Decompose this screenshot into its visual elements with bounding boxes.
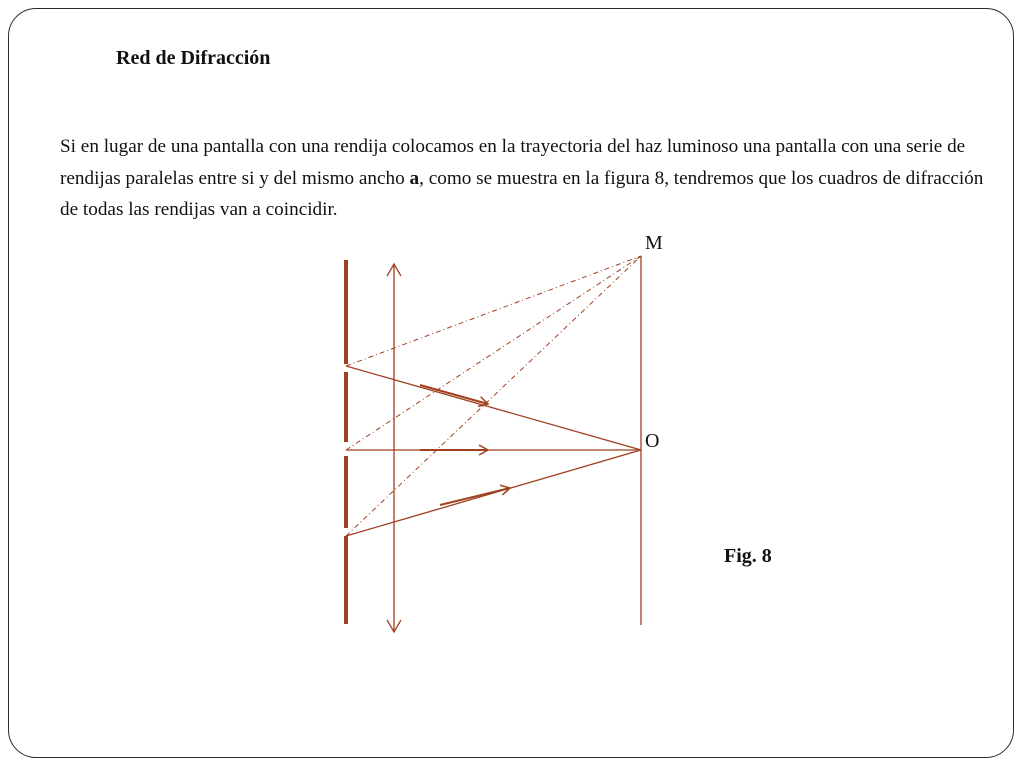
body-paragraph [60,131,1000,226]
paragraph-text-part1: Si en lugar de una pantalla con una rendija colocamos en la trayectoria del haz luminoso una pantalla con una serie de rendijas paralelas entre si y del mismo ancho [60,136,966,189]
figure-caption: Fig. 8 [724,545,772,567]
point-o-label: O [645,430,660,452]
paragraph-text-part2: , como se muestra en la figura 8, tendremos que los cuadros de difracción de todas las rendijas van a coincidir. [60,167,984,220]
slit-width-symbol: a [409,167,420,189]
slide-title: Red de Difracción [116,47,271,69]
point-m-label: M [645,232,663,254]
slide-frame [8,8,1014,758]
